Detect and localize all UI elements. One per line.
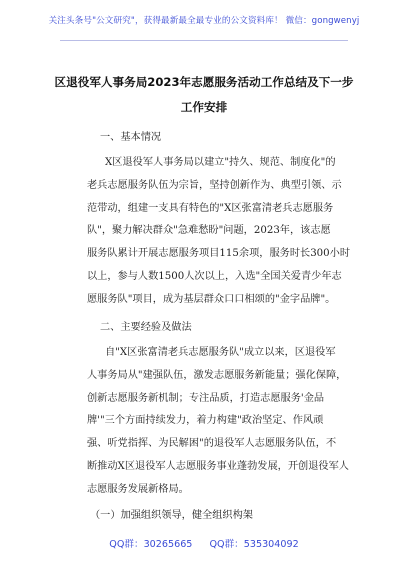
document-title-line-1: 区退役军人事务局2023年志愿服务活动工作总结及下一步 <box>54 75 354 89</box>
paragraph-line: 牌'"三个方面持续发力，着力构建"政治坚定、作风顽 <box>87 415 324 427</box>
paragraph-line: 志愿服务发展新格局。 <box>87 483 189 495</box>
page-footer <box>0 536 408 550</box>
paragraph-basic-situation <box>87 152 355 312</box>
paragraph-line: 人事务局从"建强队伍，激发志愿服务新能量；强化保障， <box>87 369 347 381</box>
paragraph-line: 自"X区张富清老兵志愿服务队"成立以来，区退役军 <box>105 347 336 358</box>
paragraph-main-experience <box>87 342 355 502</box>
paragraph-line: 服务队累计开展志愿服务项目115余项，服务时长300小时 <box>87 248 351 260</box>
paragraph-line: 范带动，组建一支具有特色的"X区张富清老兵志愿服务 <box>87 202 334 214</box>
paragraph-line: 老兵志愿服务队伍为宗旨，坚持创新作为、典型引领、示 <box>87 179 342 191</box>
footer-qq-group-1: QQ群：30265665 <box>109 539 193 550</box>
header-divider <box>60 40 348 41</box>
section-heading-main-experience: 二、主要经验及做法 <box>100 322 192 333</box>
paragraph-line: 创新志愿服务新机制；专注品质，打造志愿服务'金品 <box>87 392 325 404</box>
paragraph-line: 强、听党指挥、为民解困"的退役军人志愿服务队伍，不 <box>87 438 337 450</box>
footer-qq-group-2: QQ群：535304092 <box>209 539 299 550</box>
paragraph-line: X区退役军人事务局以建立"持久、规范、制度化"的 <box>105 157 336 168</box>
paragraph-line: 断推动X区退役军人志愿服务事业蓬勃发展，开创退役军人 <box>87 460 349 472</box>
paragraph-line: 愿服务队"项目，成为基层群众口口相颂的"金字品牌"。 <box>87 293 336 305</box>
paragraph-line: 以上，参与人数1500人次以上，入选"全国关爱青少年志 <box>87 270 342 282</box>
paragraph-line: 队"，聚力解决群众"急难愁盼"问题，2023年，该志愿 <box>87 225 331 237</box>
document-title-line-2: 工作安排 <box>180 100 228 114</box>
section-heading-basic-situation: 一、基本情况 <box>100 132 162 143</box>
page-header-banner: 关注头条号"公文研究"，获得最新最全最专业的公文资料库！ 微信：gongwenyj <box>48 16 360 26</box>
subsection-heading-organization: （一）加强组织领导，健全组织构架 <box>90 510 253 521</box>
